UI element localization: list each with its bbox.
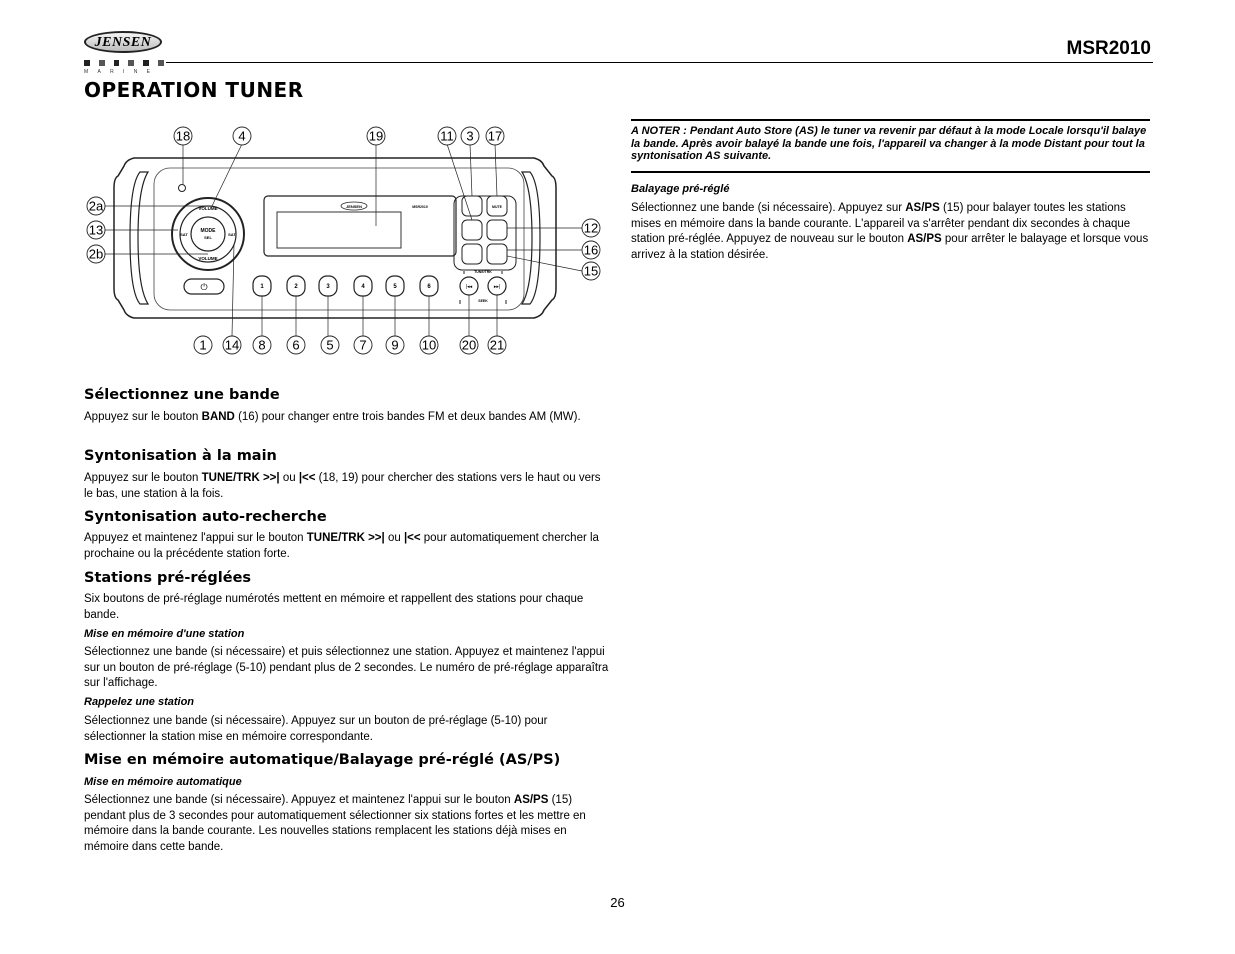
- preset-button-number: 1: [260, 284, 264, 290]
- callout-number: 5: [326, 337, 334, 353]
- callout-number: 9: [391, 337, 399, 353]
- knob-sat-left-label: SAT: [180, 232, 188, 237]
- knob-sel-label: SEL: [204, 235, 212, 240]
- callout-number: 15: [583, 263, 599, 279]
- auto-heading: Syntonisation auto-recherche: [84, 509, 327, 525]
- presets-recall-paragraph: Sélectionnez une bande (si nécessaire). Appuyez sur un bouton de pré-réglage (5-10) pour sélectionner la station mise en mémoire correspondante.: [84, 715, 548, 743]
- asps-heading: Mise en mémoire automatique/Balayage pré-réglé (AS/PS): [84, 752, 561, 768]
- unit-logo-label: JENSEN: [345, 204, 363, 209]
- callout-number: 8: [258, 337, 266, 353]
- callout-number: 14: [224, 337, 240, 353]
- band-paragraph: Appuyez sur le bouton BAND (16) pour changer entre trois bandes FM et deux bandes AM (MW).: [84, 411, 581, 423]
- preset-button-number: 6: [427, 284, 431, 290]
- knob-volume-bottom-label: VOLUME: [198, 256, 218, 261]
- unit-tune-trk-label: TUNE/TRK: [474, 270, 492, 274]
- asps-subheading: Mise en mémoire automatique: [84, 776, 242, 788]
- callout-number: 21: [489, 337, 505, 353]
- callout-number: 13: [88, 222, 104, 238]
- presets-store-paragraph: Sélectionnez une bande (si nécessaire) et puis sélectionnez une station. Appuyez et maintenez l'appui sur un bouton de pré-réglage (5-10) pendant plus de 2 secondes. Le numéro de pré-réglage apparaîtra sur l'affichage.: [84, 646, 609, 690]
- page-number: 26: [610, 895, 625, 910]
- unit-mute-label: MUTE: [492, 205, 502, 209]
- preset-button-number: 5: [393, 284, 397, 290]
- scan-paragraph: Sélectionnez une bande (si nécessaire). Appuyez sur AS/PS (15) pour balayer toutes les stations mises en mémoire dans la bande courante. L'appareil va s'arrêter pendant dix secondes à chaque station pré-réglée. Appuyez de nouveau sur le bouton AS/PS pour arrêter le balayage et lorsque vous arrivez à la station désirée.: [631, 202, 1149, 261]
- callout-number: 2a: [88, 198, 104, 214]
- logo-text: JENSEN: [94, 35, 152, 50]
- logo-subtitle: MARINE: [84, 69, 160, 75]
- presets-heading: Stations pré-réglées: [84, 570, 252, 586]
- header-rule: [166, 62, 1153, 63]
- page-title: OPERATION TUNER: [84, 78, 304, 102]
- manual-heading: Syntonisation à la main: [84, 448, 277, 464]
- callout-number: 1: [199, 337, 207, 353]
- power-icon: ⏻: [200, 282, 208, 292]
- callout-number: 10: [421, 337, 437, 353]
- callout-number: 20: [461, 337, 477, 353]
- knob-sat-right-label: SAT: [228, 232, 236, 237]
- callout-number: 17: [487, 128, 503, 144]
- scan-subheading: Balayage pré-réglé: [631, 183, 730, 195]
- knob-volume-top-label: VOLUME: [198, 206, 218, 211]
- presets-store-subheading: Mise en mémoire d'une station: [84, 628, 245, 640]
- radio-faceplate-diagram: [84, 118, 624, 368]
- knob-mode-label: MODE: [200, 228, 216, 234]
- callout-number: 6: [292, 337, 300, 353]
- callout-number: 18: [175, 128, 191, 144]
- jensen-logo: [84, 31, 162, 53]
- band-heading: Sélectionnez une bande: [84, 387, 280, 403]
- callout-number: 4: [238, 128, 246, 144]
- model-name: MSR2010: [1066, 38, 1151, 59]
- preset-button-number: 3: [326, 284, 330, 290]
- seek-back-icon: |◂◂: [465, 284, 473, 290]
- preset-button-number: 4: [361, 284, 365, 290]
- note-top-rule: [631, 119, 1150, 121]
- callout-number: 16: [583, 242, 599, 258]
- callout-number: 19: [368, 128, 384, 144]
- unit-model-label: MSR2010: [412, 205, 428, 209]
- seek-forward-icon: ▸▸|: [493, 284, 501, 290]
- logo-squares: [84, 60, 164, 66]
- presets-recall-subheading: Rappelez une station: [84, 696, 195, 708]
- callout-number: 11: [440, 128, 454, 144]
- note-text: A NOTER : Pendant Auto Store (AS) le tuner va revenir par défaut à la mode Locale lorsqu'il balaye la bande. Après avoir balayé la bande une fois, l'appareil va changer à la mode Distant pour tout la syntonisation AS suivante.: [631, 125, 1147, 162]
- note-bottom-rule: [631, 171, 1150, 173]
- callout-number: 2b: [88, 246, 104, 262]
- preset-button-number: 2: [294, 284, 298, 290]
- manual-paragraph: Appuyez sur le bouton TUNE/TRK >>| ou |<< (18, 19) pour chercher des stations vers le haut ou vers le bas, une station à la fois.: [84, 472, 601, 500]
- presets-paragraph: Six boutons de pré-réglage numérotés mettent en mémoire et rappellent des stations pour chaque bande.: [84, 593, 584, 621]
- auto-paragraph: Appuyez et maintenez l'appui sur le bouton TUNE/TRK >>| ou |<< pour automatiquement chercher la prochaine ou la précédente station forte.: [84, 532, 599, 560]
- callout-number: 7: [359, 337, 367, 353]
- callout-number: 3: [466, 128, 474, 144]
- callout-number: 12: [583, 220, 599, 236]
- unit-seek-label: SEEK: [478, 299, 488, 303]
- asps-paragraph: Sélectionnez une bande (si nécessaire). Appuyez et maintenez l'appui sur le bouton AS/PS (15) pendant plus de 3 secondes pour automatiquement sélectionner six stations fortes et les mettre en mémoire dans la bande courante. Les nouvelles stations remplacent les stations déjà mises en mémoire dans cette bande.: [84, 794, 586, 853]
